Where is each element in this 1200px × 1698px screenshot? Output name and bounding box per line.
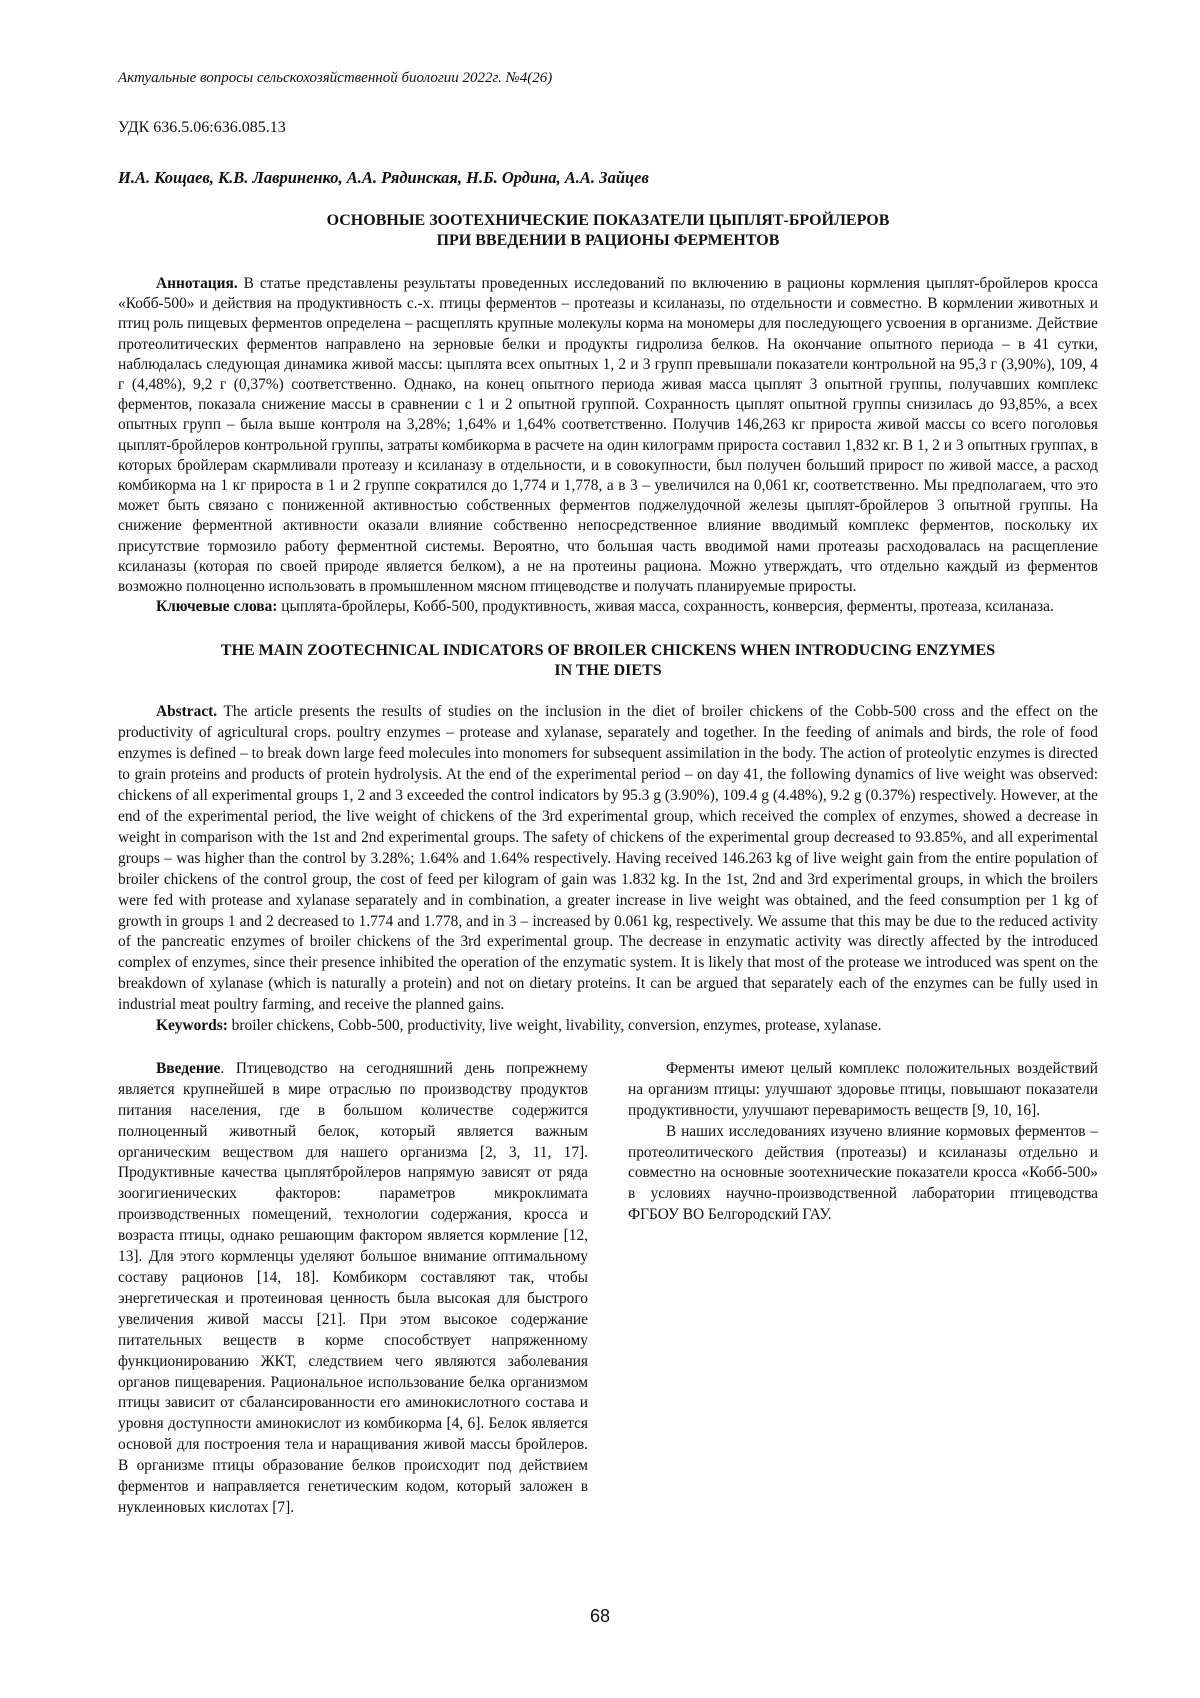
authors: И.А. Кощаев, К.В. Лавриненко, А.А. Рядинская, Н.Б. Ордина, А.А. Зайцев: [118, 168, 649, 187]
keywords-en-text: broiler chickens, Cobb-500, productivity, live weight, livability, conversion, enzymes, protease, xylanase.: [227, 1017, 882, 1035]
abstract-en: [118, 702, 1098, 1016]
keywords-en-label: Keywords:: [156, 1017, 228, 1035]
intro-paragraph-3: В наших исследованиях изучено влияние кормовых ферментов – протеолитического действия (протеазы) и ксиланазы отдельно и совместно на основные зоотехнические показатели кросса «Кобб-500» в условиях научно-производственной лаборатории птицеводства ФГБОУ ВО Белгородский ГАУ.: [628, 1122, 1098, 1224]
intro-column-right: [628, 1059, 1098, 1519]
udk-code: УДК 636.5.06:636.085.13: [118, 119, 286, 136]
abstract-ru-label: Аннотация.: [156, 275, 238, 292]
title-en-line1: THE MAIN ZOOTECHNICAL INDICATORS OF BROILER CHICKENS WHEN INTRODUCING ENZYMES: [220, 642, 996, 660]
title-en-line2: IN THE DIETS: [554, 662, 662, 680]
journal-header: Актуальные вопросы сельскохозяйственной биологии 2022г. №4(26): [118, 70, 553, 86]
keywords-en: [118, 1016, 1098, 1037]
abstract-en-label: Abstract.: [156, 703, 218, 721]
title-ru-line2: ПРИ ВВЕДЕНИИ В РАЦИОНЫ ФЕРМЕНТОВ: [436, 232, 780, 249]
intro-paragraph-1-text: . Птицеводство на сегодняшний день попрежнему является крупнейшей в мире отраслью по производству продуктов питания населения, где в большом количестве содержится полноценный животный белок, который является важным органическим веществом для нашего организма [2, 3, 11, 17]. Продуктивные качества цыплятбройлеров напрямую зависят от ряда зоогигиенических факторов: параметров микроклимата производственных помещений, технологии содержания, кросса и возраста птицы, однако решающим фактором является кормление [12, 13]. Для этого кормленцы уделяют большое внимание оптимальному составу рационов [14, 18]. Комбикорм составляют так, чтобы энергетическая и протеиновая ценность была высокая для быстрого увеличения живой массы [21]. При этом высокое содержание питательных веществ в корме способствует напряженному функционированию ЖКТ, следствием чего являются заболевания органов пищеварения. Рациональное использование белка организмом птицы зависит от сбалансированности его аминокислотного состава и уровня доступности аминокислот из комбикорма [4, 6]. Белок является основой для построения тела и наращивания живой массы бройлеров. В организме птицы образование белков происходит под действием ферментов и направляется генетическим кодом, который заложен в нуклеиновых кислотах [7].: [118, 1059, 588, 1516]
page-content: [118, 70, 1098, 1519]
intro-paragraph-1: [118, 1059, 588, 1519]
title-en: [118, 641, 1098, 681]
intro-paragraph-2: Ферменты имеют целый комплекс положительных воздействий на организм птицы: улучшают здоровье птицы, повышают показатели продуктивности, улучшают переваримость веществ [9, 10, 16].: [628, 1059, 1098, 1119]
title-ru-line1: ОСНОВНЫЕ ЗООТЕХНИЧЕСКИЕ ПОКАЗАТЕЛИ ЦЫПЛЯТ-БРОЙЛЕРОВ: [326, 212, 890, 229]
keywords-ru-label: Ключевые слова:: [156, 598, 278, 616]
keywords-ru-text: цыплята-бройлеры, Кобб-500, продуктивность, живая масса, сохранность, конверсия, ферменты, протеаза, ксиланаза.: [277, 598, 1054, 616]
introduction-columns: [118, 1059, 1098, 1519]
page-number: 68: [589, 1606, 611, 1626]
keywords-ru: [118, 597, 1098, 617]
abstract-en-text: The article presents the results of studies on the inclusion in the diet of broiler chickens of the Cobb-500 cross and the effect on the productivity of agricultural crops. poultry enzymes – protease and xylanase, separately and together. In the feeding of animals and birds, the role of food enzymes is defined – to break down large feed molecules into monomers for subsequent assimilation in the body. The action of proteolytic enzymes is directed to grain proteins and products of protein hydrolysis. At the end of the experimental period – on day 41, the following dynamics of live weight was observed: chickens of all experimental groups 1, 2 and 3 exceeded the control indicators by 95.3 g (3.90%), 109.4 g (4.48%), 9.2 g (0.37%) respectively. However, at the end of the experimental period, the live weight of chickens of the 3rd experimental group, which received the complex of enzymes, showed a decrease in weight in comparison with the 1st and 2nd experimental groups. The safety of chickens of the experimental group decreased to 93.85%, and all experimental groups – was higher than the control by 3.28%; 1.64% and 1.64% respectively. Having received 146.263 kg of live weight gain from the entire population of broiler chickens of the control group, the cost of feed per kilogram of gain was 1.832 kg. In the 1st, 2nd and 3rd experimental groups, in which the broilers were fed with protease and xylanase separately and in combination, a greater increase in live weight was obtained, and the feed consumption per 1 kg of growth in groups 1 and 2 decreased to 1.774 and 1.778, and in 3 – increased by 0.061 kg, respectively. We assume that this may be due to the reduced activity of the pancreatic enzymes of broiler chickens of the 3rd experimental group. The decrease in enzymatic activity was directly affected by the introduced complex of enzymes, since their presence inhibited the operation of the enzymatic system. It is likely that most of the protease we introduced was spent on the breakdown of xylanase (which is naturally a protein) and not on dietary proteins. It can be argued that separately each of the enzymes can be fully used in industrial meat poultry farming, and receive the planned gains.: [118, 703, 1098, 1014]
intro-label: Введение: [156, 1059, 221, 1077]
abstract-ru-text: В статье представлены результаты проведенных исследований по включению в рационы кормления цыплят-бройлеров кросса «Кобб-500» и действия на продуктивность с.-х. птицы ферментов – протеазы и ксиланазы, по отдельности и совместно. В кормлении животных и птиц роль пищевых ферментов определена – расщеплять крупные молекулы корма на мономеры для последующего усвоения в организме. Действие протеолитических ферментов направлено на зерновые белки и продукты гидролиза белков. На окончание опытного периода – в 41 сутки, наблюдалась следующая динамика живой массы: цыплята всех опытных 1, 2 и 3 групп превышали показатели контрольной на 95,3 г (3,90%), 109, 4 г (4,48%), 9,2 г (0,37%) соответственно. Однако, на конец опытного периода живая масса цыплят 3 опытной группы, получавших комплекс ферментов, показала снижение массы в сравнении с 1 и 2 опытной группой. Сохранность цыплят опытной группы снизилась до 93,85%, а всех опытных групп – была выше контроля на 3,28%; 1,64% и 1,64% соответственно. Получив 146,263 кг прироста живой массы со всего поголовья цыплят-бройлеров контрольной группы, затраты комбикорма в расчете на один килограмм прироста составил 1,832 кг. В 1, 2 и 3 опытных группах, в которых бройлерам скармливали протеазу и ксиланазу в отдельности, и в совокупности, был получен больший прирост по живой массе, а расход комбикорма на 1 кг прироста в 1 и 2 группе сократился до 1,774 и 1,778, а в 3 – увеличился на 0,061 кг, соответственно. Мы предполагаем, что это может быть связано с пониженной активностью собственных ферментов поджелудочной железы цыплят-бройлеров 3 опытной группы. На снижение ферментной активности оказали влияние собственно непосредственное влияние вводимый комплекс ферментов, поскольку их присутствие тормозило работу ферментной системы. Вероятно, что большая часть вводимой нами протеазы расходовалась на расщепление ксиланазы (которая по своей природе является белком), а не на протеины рациона. Можно утверждать, что отдельно каждый из ферментов возможно полноценно использовать в промышленном мясном птицеводстве и получать планируемые приросты.: [118, 275, 1098, 596]
abstract-ru: [118, 274, 1098, 597]
title-ru: [118, 211, 1098, 251]
intro-column-left: [118, 1059, 588, 1519]
